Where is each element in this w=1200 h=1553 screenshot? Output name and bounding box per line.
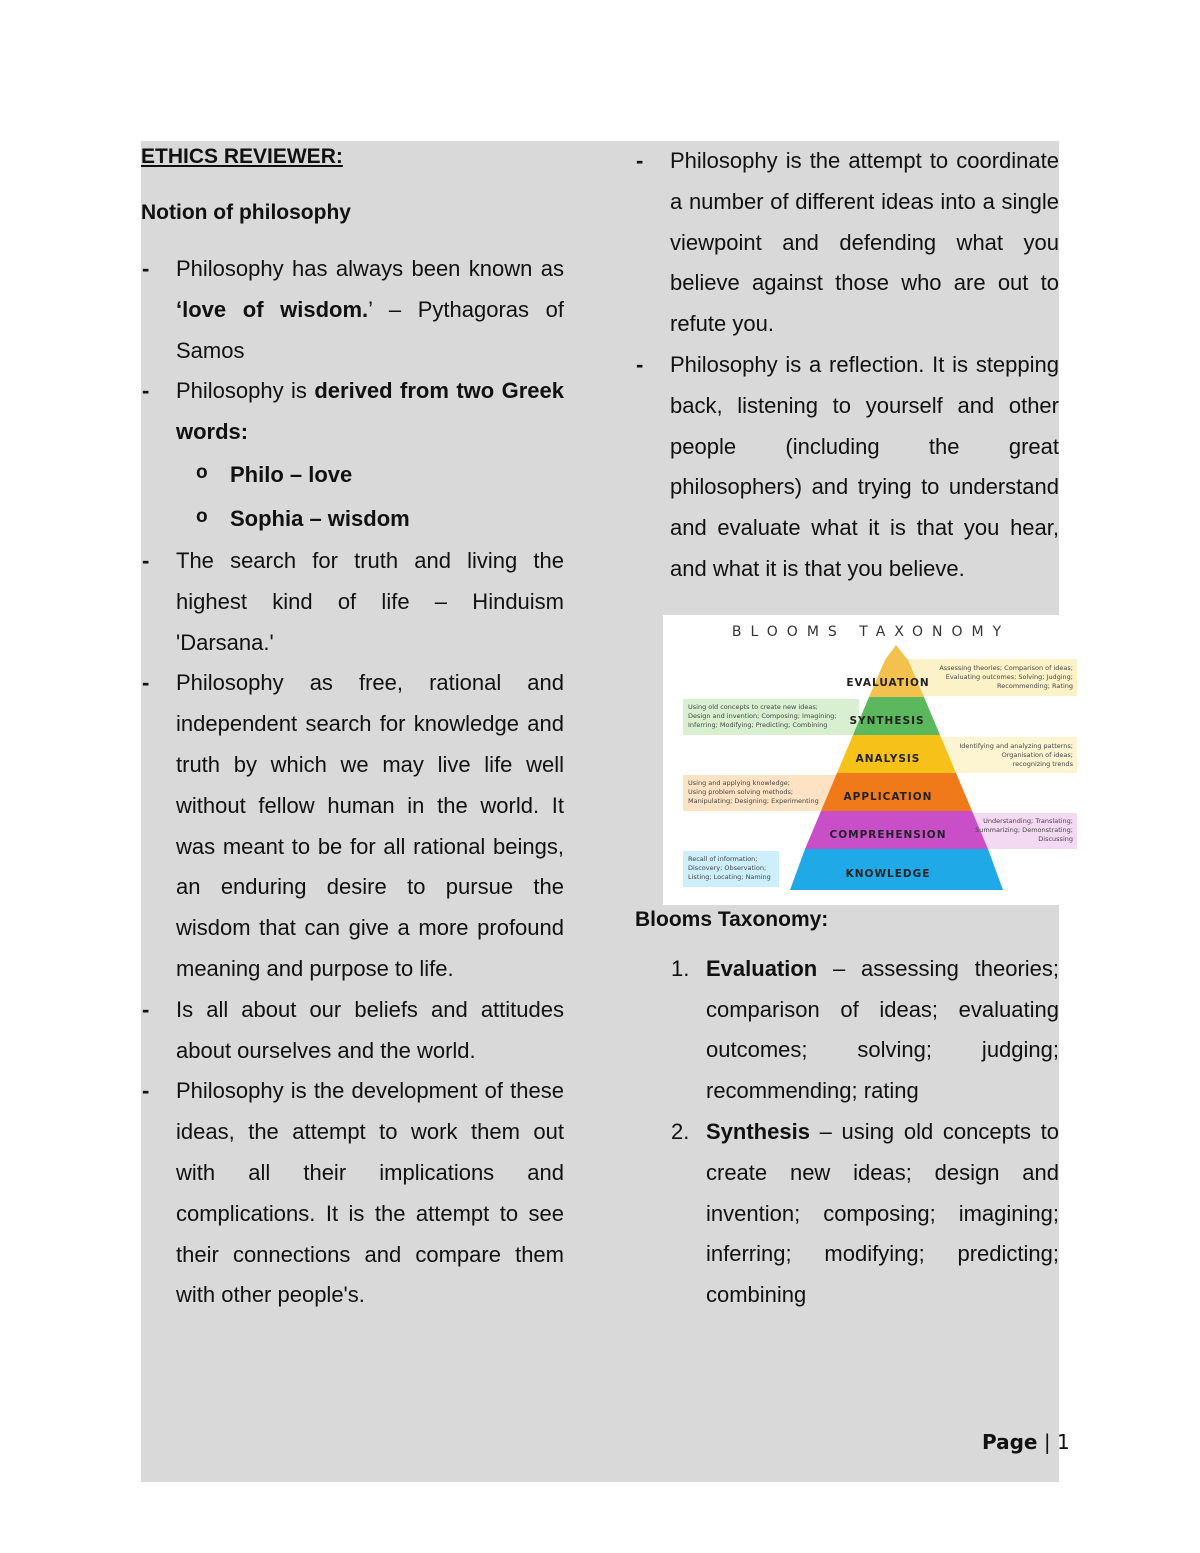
page-separator: | xyxy=(1037,1430,1057,1454)
item-bold: derived from two Greek words: xyxy=(176,378,564,445)
note-application-2: Using problem solving methods; xyxy=(688,787,794,796)
page-label: Page xyxy=(982,1430,1038,1454)
note-synthesis-2: Design and invention; Composing; Imagining; xyxy=(688,711,837,720)
list-item: - Philosophy as free, rational and independent search for knowledge and truth by which we may live life well without fellow human in the world. It was meant to be for all rational beings, an enduring desire to pursue the wisdom that can give a more profound meaning and purpose to life. xyxy=(141,663,564,989)
note-application-3: Manipulating; Designing; Experimenting xyxy=(688,796,819,805)
sub-item-sophia: o Sophia – wisdom xyxy=(176,497,564,541)
level-label-analysis: ANALYSIS xyxy=(855,752,921,765)
item-description: – assessing theories; comparison of ideas; evaluating outcomes; solving; judging; recommending; rating xyxy=(706,955,1059,1104)
item-text: Philosophy has always been known as xyxy=(176,256,564,281)
page-footer xyxy=(982,1430,1070,1454)
item-text: Philosophy is xyxy=(176,378,315,404)
note-evaluation-3: Recommending; Rating xyxy=(997,681,1073,690)
list-item xyxy=(141,371,564,541)
blooms-taxonomy-figure xyxy=(663,615,1077,905)
list-item xyxy=(635,949,1059,1112)
item-text: ’ – Pythagoras of Samos xyxy=(176,296,564,363)
philosophy-list xyxy=(141,249,564,1316)
note-knowledge-1: Recall of information; xyxy=(688,854,758,863)
note-knowledge-2: Discovery; Observation; xyxy=(688,863,767,872)
note-comprehension-1: Understanding; Translating; xyxy=(983,816,1073,825)
blooms-heading: Blooms Taxonomy: xyxy=(635,907,829,931)
note-evaluation-2: Evaluating outcomes; Solving; Judging; xyxy=(945,672,1073,681)
right-column xyxy=(635,141,1073,1316)
list-item xyxy=(141,249,564,371)
philosophy-list-continued xyxy=(635,141,1059,590)
left-column xyxy=(141,141,564,1316)
section-heading: Notion of philosophy xyxy=(141,201,351,224)
note-synthesis-3: Inferring; Modifying; Predicting; Combining xyxy=(688,720,828,729)
list-item: - Philosophy is the attempt to coordinate a number of different ideas into a single viewpoint and defending what you believe against those who are out to refute you. xyxy=(635,141,1059,345)
list-item xyxy=(635,1112,1059,1316)
note-analysis-2: Organisation of ideas; xyxy=(1001,750,1073,759)
sub-list xyxy=(176,453,564,541)
note-comprehension-2: Summarizing; Demonstrating; xyxy=(975,825,1073,834)
sub-item-philo: o Philo – love xyxy=(176,453,564,497)
figure-title: BLOOMS TAXONOMY xyxy=(731,623,1011,640)
list-item: - Philosophy is the development of these ideas, the attempt to work them out with all their implications and complications. It is the attempt to see their connections and compare them with other people's. xyxy=(141,1071,564,1316)
list-item: - Is all about our beliefs and attitudes about ourselves and the world. xyxy=(141,990,564,1072)
list-item: - The search for truth and living the highest kind of life – Hinduism 'Darsana.' xyxy=(141,541,564,663)
note-synthesis-1: Using old concepts to create new ideas; xyxy=(688,702,818,711)
item-bold: ‘love of wisdom. xyxy=(176,296,369,322)
list-item: - Philosophy is a reflection. It is stepping back, listening to yourself and other people (including the great philosophers) and trying to understand and evaluate what it is that you hear, and what it is that you believe. xyxy=(635,345,1059,590)
level-label-knowledge: KNOWLEDGE xyxy=(845,867,931,880)
level-label-synthesis: SYNTHESIS xyxy=(849,714,925,727)
note-comprehension-3: Discussing xyxy=(1038,834,1073,843)
level-label-application: APPLICATION xyxy=(843,790,933,803)
level-label-evaluation: EVALUATION xyxy=(846,676,930,689)
item-number: 2. xyxy=(671,1118,690,1144)
level-label-comprehension: COMPREHENSION xyxy=(829,828,947,841)
note-evaluation-1: Assessing theories; Comparison of ideas; xyxy=(939,663,1073,672)
item-term: Evaluation xyxy=(706,955,818,981)
item-number: 1. xyxy=(671,955,690,981)
note-analysis-1: Identifying and analyzing patterns; xyxy=(959,741,1073,750)
note-application-1: Using and applying knowledge; xyxy=(688,778,790,787)
page-number: 1 xyxy=(1056,1430,1070,1454)
blooms-list xyxy=(635,949,1059,1316)
item-description: – using old concepts to create new ideas; design and invention; composing; imagining; inferring; modifying; predicting; combining xyxy=(706,1118,1059,1308)
note-knowledge-3: Listing; Locating; Naming xyxy=(688,872,771,881)
item-term: Synthesis xyxy=(706,1118,810,1144)
document-title: ETHICS REVIEWER: xyxy=(141,145,343,168)
note-analysis-3: recognizing trends xyxy=(1012,759,1073,768)
